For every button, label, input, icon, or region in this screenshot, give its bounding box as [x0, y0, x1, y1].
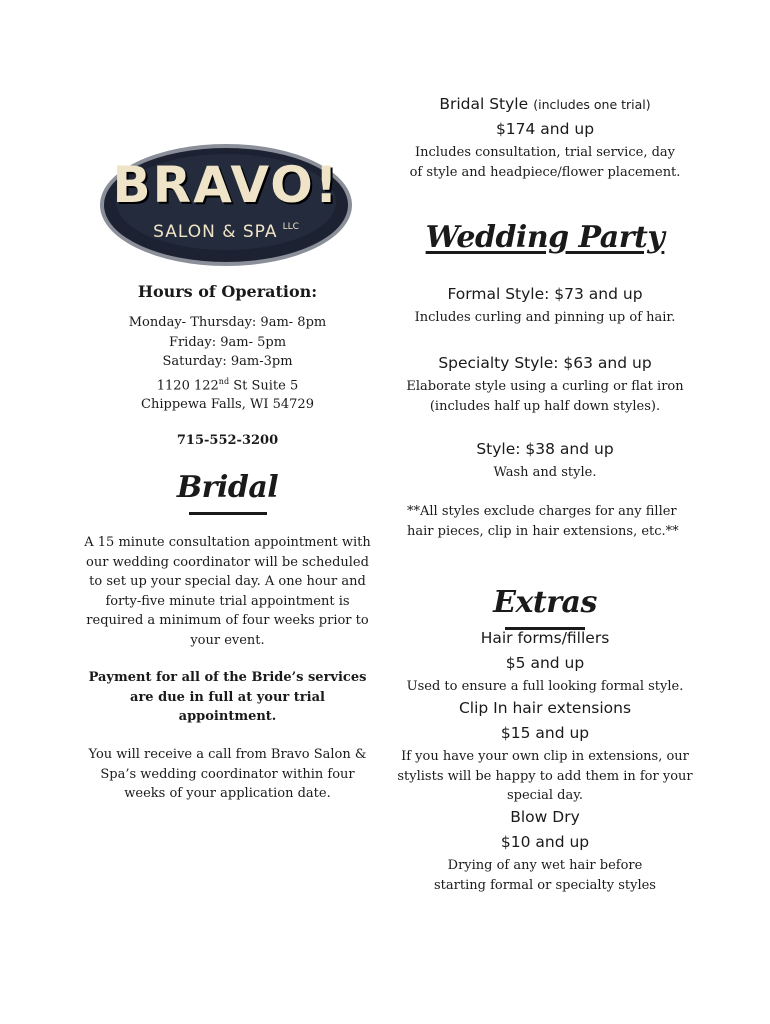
styles-note: **All styles exclude charges for any filler hair pieces, clip in hair extensions, etc.**: [407, 504, 679, 539]
bridal-underline: [80, 508, 375, 515]
logo-sub-text: SALON & SPA: [153, 222, 278, 242]
bridal-heading: Bridal: [176, 470, 279, 505]
logo-sub: [98, 222, 354, 242]
extra-description: Drying of any wet hair before starting formal or specialty styles: [434, 858, 656, 893]
address-number: 1120 122: [156, 377, 219, 393]
bridal-paragraph: A 15 minute consultation appointment with our wedding coordinator will be scheduled to set up your special day. A one hour and forty-five minute trial appointment is required a minimum of four weeks prior to your event.: [84, 535, 371, 648]
address-sup: nd: [218, 376, 230, 386]
specialty-style-description: Elaborate style using a curling or flat iron (includes half up half down styles).: [406, 379, 684, 414]
logo-main-text: BRAVO!: [112, 156, 340, 214]
extra-title: Blow Dry: [510, 808, 580, 826]
phone-number: 715-552-3200: [176, 433, 279, 448]
bridal-style-price: $174 and up: [495, 120, 595, 138]
style-title: Style: $38 and up: [476, 440, 614, 458]
extra-description: If you have your own clip in extensions, our stylists will be happy to add them in for your special day.: [397, 749, 693, 803]
bridal-style-note: (includes one trial): [533, 97, 651, 112]
logo-llc-text: LLC: [282, 222, 299, 232]
hours-line: Monday- Thursday: 9am- 8pm: [128, 315, 327, 330]
extras-heading: Extras: [493, 585, 597, 620]
bridal-style-description: Includes consultation, trial service, day of style and headpiece/flower placement.: [409, 145, 681, 180]
extra-title: Clip In hair extensions: [458, 699, 632, 717]
extra-price: $5 and up: [505, 654, 585, 672]
style-description: Wash and style.: [493, 465, 597, 480]
extra-price: $10 and up: [500, 833, 590, 851]
salon-logo: [98, 142, 354, 268]
call-note: You will receive a call from Bravo Salon & Spa’s wedding coordinator within four weeks of your application date.: [88, 747, 367, 801]
hours-list: [80, 313, 375, 415]
address-city: Chippewa Falls, WI 54729: [141, 397, 314, 413]
hours-title: Hours of Operation:: [137, 282, 318, 301]
address-street: [80, 372, 375, 396]
formal-style-description: Includes curling and pinning up of hair.: [414, 310, 676, 325]
hours-line: Friday: 9am- 5pm: [168, 334, 287, 350]
wedding-party-heading: Wedding Party: [425, 220, 665, 255]
bridal-style-title: [397, 94, 693, 113]
formal-style-title: Formal Style: $73 and up: [447, 285, 643, 303]
extra-description: Used to ensure a full looking formal style.: [406, 679, 684, 694]
hours-line: Saturday: 9am-3pm: [162, 354, 293, 369]
payment-note: Payment for all of the Bride’s services are due in full at your trial appointment.: [88, 670, 367, 724]
extra-title: Hair forms/fillers: [480, 629, 610, 647]
specialty-style-title: Specialty Style: $63 and up: [438, 354, 652, 372]
address-suite: St Suite 5: [229, 377, 299, 393]
bridal-style-name: Bridal Style: [439, 95, 529, 113]
extra-price: $15 and up: [500, 724, 590, 742]
